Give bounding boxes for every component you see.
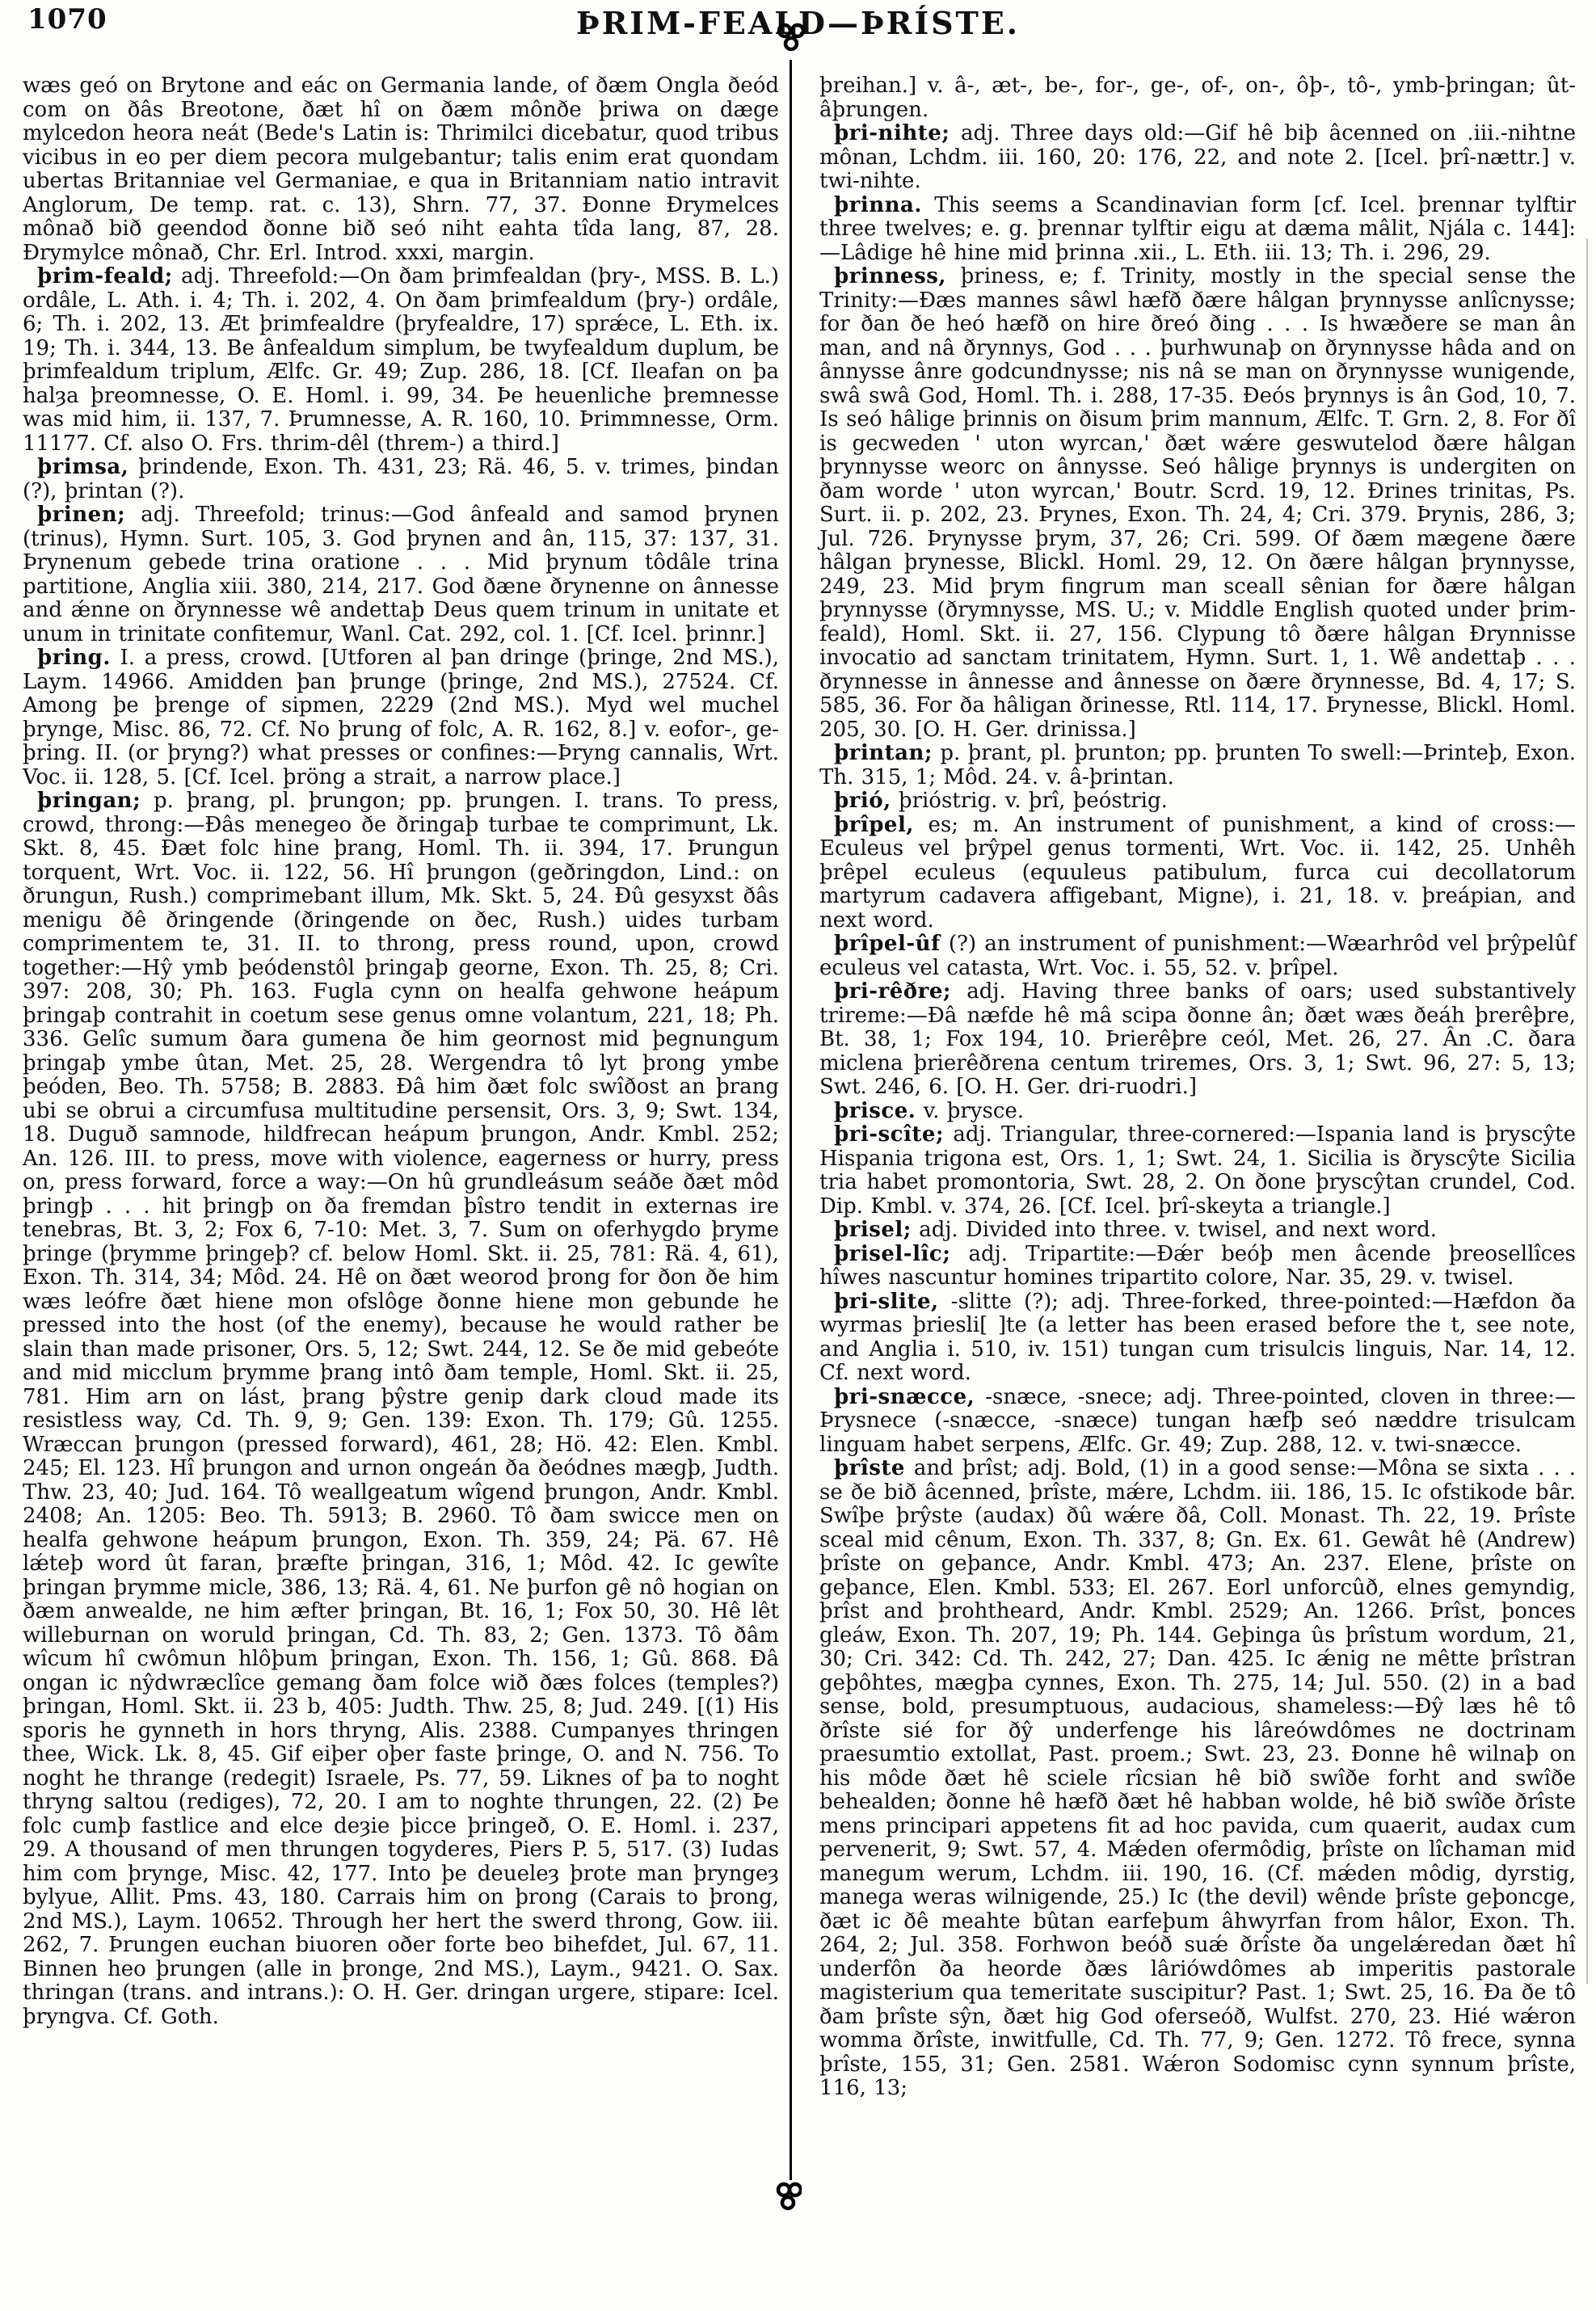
headword: þring. xyxy=(37,646,111,670)
entry-text: adj. Having three banks of oars; used substantively trireme:—Ðâ næfde hê mâ scipa ðonne ân; ðæt wæs ðeáh þrerêþre, Bt. 38, 1; Fox 194, 10. Þrierêþre ceól, Met. 26, 27. Ân .C. ðara miclena þrierêðrena centum triremes, Ors. 3, 1; Swt. 96, 27: 5, 13; Swt. 246, 6. [O. H. Ger. dri-ruodri.] xyxy=(819,979,1577,1099)
dictionary-entry xyxy=(819,1243,1576,1290)
headword: þrîpel-ûf xyxy=(834,932,941,956)
headword: þrinen; xyxy=(37,503,126,527)
entry-text: adj. Three days old:—Gif hê biþ âcenned on .iii.-nihtne mônan, Lchdm. iii. 160, 20: 176, 22, and note 2. [Icel. þrî-nættr.] v. twi-nihte. xyxy=(819,121,1576,193)
dictionary-entry xyxy=(819,789,1576,814)
headword: þri-scîte; xyxy=(834,1122,945,1147)
entry-text: I. a press, crowd. [Utforen al þan dringe (þringe, 2nd MS.), Laym. 14966. Amidden þan þrunge (þringe, 2nd MS.), 27524. Cf. Among þe þrenge of sipmen, 2229 (2nd MS.). Myd wel muchel þrynge, Misc. 86, 72. Cf. No þrung of folc, A. R. 162, 8.] v. eofor-, ge-þring. II. (or þryng?) what presses or confines:—Þryng cannalis, Wrt. Voc. ii. 128, 5. [Cf. Icel. þröng a strait, a narrow place.] xyxy=(23,646,780,789)
entry-text: þreihan.] v. â-, æt-, be-, for-, ge-, of-, on-, ôþ-, tô-, ymb-þringan; ût-âþrungen. xyxy=(819,74,1576,122)
headword: þrîste xyxy=(834,1456,905,1480)
headword: þrisel-lîc; xyxy=(834,1241,951,1266)
dictionary-entry xyxy=(819,1219,1576,1243)
entry-text: þriness, e; f. Trinity, mostly in the special sense the Trinity:—Ðæs mannes sâwl hæfð ðære hâlgan þrynnysse anlîcnysse; for ðan ðe heó hæfð on hire ðreó ðing . . . Is hwæðere se man ân man, and nâ ðrynnys, God . . . þurhwunaþ on ðrynnysse hâda and on ânnysse ânre godcundnysse; nis nâ se man on ðrynnysse wunigende, swâ swâ God, Homl. Th. i. 288, 17-35. Ðeós þrynnys is ân God, 10, 7. Is seó hâlige þrinnis on ðisum þrim mannum, Ælfc. T. Grn. 2, 8. For ðî is gecweden ' uton wyrcan,' ðæt wǽre geswutelod ðære hâlgan þrynnysse weorc on ânnysse. Seó hâlige þrynnys is undergiten on ðam worde ' uton wyrcan,' Boutr. Scrd. 19, 12. Ðrines trinitas, Ps. Surt. ii. p. 202, 23. Þrynes, Exon. Th. 24, 4; Cri. 379. Þrynis, 286, 3; Jul. 726. Þrynysse þrym, 37, 26; Cri. 599. Of ðæm mægene ðære hâlgan þrynesse, Blickl. Homl. 29, 12. On ðære hâlgan þrynnysse, 249, 23. Mid þrym fingrum man sceall sênian for ðære hâlgan þrynnysse (ðrymnysse, MS. U.; v. Middle English quoted under þrim-feald), Homl. Skt. ii. 27, 156. Clypung tô ðære hâlgan Ðrynnisse invocatio ad sanctam trinitatem, Hymn. Surt. 1, 1. Wê andettaþ . . . ðrynnesse in ânnesse and ânnesse on ðære ðrynnesse, Bd. 4, 17; S. 585, 36. For ða hâligan ðrinesse, Rtl. 114, 17. Þrynesse, Blickl. Homl. 205, 30. [O. H. Ger. drinissa.] xyxy=(819,264,1576,742)
entry-text: es; m. An instrument of punishment, a kind of cross:—Eculeus vel þrŷpel genus tormenti, Wrt. Voc. ii. 142, 25. Unhêh þrêpel eculeus (equuleus patibulum, furca cui decollatorum martyrum cadavera affigebant, Migne), i. 21, 18. v. þreápian, and next word. xyxy=(819,812,1577,932)
entry-text: þrindende, Exon. Th. 431, 23; Rä. 46, 5. v. trimes, þindan (?), þrintan (?). xyxy=(23,455,780,503)
dictionary-entry xyxy=(819,1123,1576,1219)
dictionary-entry xyxy=(23,789,779,2029)
dictionary-entry xyxy=(23,646,779,789)
headword: þrimsa, xyxy=(37,455,129,479)
entry-text: p. þrant, pl. þrunton; pp. þrunten To swell:—Þrinteþ, Exon. Th. 315, 1; Môd. 24. v. â-þrintan. xyxy=(819,741,1576,789)
entry-text: þrióstrig. v. þrî, þeóstrig. xyxy=(898,789,1168,813)
dictionary-entry xyxy=(819,74,1576,122)
entry-text: This seems a Scandinavian form [cf. Icel. þrennar tylftir three twelves; e. g. þrennar tylftir eigu at dæma mâlit, Njála c. 144]:—Lâdige hê hine mid þrinna .xii., L. Eth. iii. 13; Th. i. 296, 29. xyxy=(819,192,1576,265)
dictionary-entry xyxy=(23,456,779,503)
entry-text: (?) an instrument of punishment:—Wæarhrôd vel þrŷpelûf eculeus vel catasta, Wrt. Voc. i. 55, 52. v. þrîpel. xyxy=(819,932,1576,980)
headword: þringan; xyxy=(37,789,141,813)
dictionary-entry xyxy=(819,1290,1576,1386)
entry-text: wæs geó on Brytone and eác on Germania lande, of ðæm Ongla ðeód com on ðâs Breotone, ðæt hî on ðæm mônðe þriwa on dæge mylcedon heora neát (Bede's Latin is: Thrimilci dicebatur, quod tribus vicibus in eo per diem pecora mulgebantur; talis enim erat quondam ubertas Britanniae vel Germaniae, e qua in Britanniam natio intravit Anglorum, De temp. rat. c. 13), Shrn. 77, 37. Ðonne Ðrymelces mônað bið geendod ðonne bið seó niht eahta tîda lang, 87, 28. Ðrymylce mônað, Chr. Erl. Introd. xxxi, margin. xyxy=(23,74,779,265)
headword: þrió, xyxy=(834,789,891,813)
entry-text: and þrîst; adj. Bold, (1) in a good sense:—Môna se sixta . . . se ðe bið âcenned, þrîste, mǽre, Lchdm. iii. 186, 15. Ic ofstikode bâr. Swîþe þrŷste (audax) ðû wǽre ðâ, Coll. Monast. Th. 22, 19. Þrîste sceal mid cênum, Exon. Th. 337, 8; Gn. Ex. 61. Gewât hê (Andrew) þrîste on geþance, Andr. Kmbl. 473; An. 237. Elene, þrîste on geþance, Elen. Kmbl. 533; El. 267. Eorl unforcûð, elnes gemyndig, þrîst and þrohtheard, Andr. Kmbl. 2529; An. 1266. Þrîst, þonces gleáw, Exon. Th. 207, 19; Ph. 144. Geþinga ûs þrîstum wordum, 21, 30; Cri. 342: Cd. Th. 242, 27; Dan. 425. Ic ǽnig ne mêtte þrîstran geþôhtes, mægþa cynnes, Exon. Th. 275, 14; Jul. 550. (2) in a bad sense, bold, presumptuous, audacious, shameless:—Ðŷ læs hê tô ðrîste sié for ðŷ underfenge his lâreówdômes ne doctrinam praesumtio extollat, Past. proem.; Swt. 23, 23. Ðonne hê wilnaþ on his môde ðæt hê sciele rîcsian hê bið swîðe forht and swîðe behealden; ðonne hê hæfð ðæt hê habban wolde, hê bið swîðe ðrîste mens principari appetens fit ad hoc pavida, cum quaerit, audax cum pervenerit, 9; Swt. 57, 4. Mǽden ofermôdig, þrîste on lîchaman mid manegum werum, Lchdm. iii. 190, 16. (Cf. mǽden môdig, dyrstig, manega weras wilnigende, 25.) Ic (the devil) wênde þrîste geþoncge, ðæt ic ðê meahte bûtan earfeþum âhwyrfan from hâlor, Exon. Th. 264, 2; Jul. 358. Forhwon beóð suǽ ðrîste ða ungelǽredan ðæt hî underfôn ða heorde ðæs lâriówdômes ab imperitis pastorale magisterium qua temeritate suscipitur? Past. 1; Swt. 25, 16. Ða ðe tô ðam þrîste sŷn, ðæt hig God oferseóð, Wulfst. 270, 23. Hié wǽron womma ðrîste, inwitfulle, Cd. Th. 77, 9; Gen. 1272. Tô frece, synna þrîste, 155, 31; Gen. 2581. Wǽron Sodomisc cynn synnum þrîste, 116, 13; xyxy=(819,1456,1576,2100)
headword: þrisel; xyxy=(834,1218,912,1242)
entry-text: -slitte (?); adj. Three-forked, three-pointed:—Hæfdon ða wyrmas þriesli[ ]te (a letter has been erased before the t, see note, and Anglia i. 510, iv. 151) tungan cum trisulcis linguis, Nar. 14, 12. Cf. next word. xyxy=(819,1289,1577,1385)
dictionary-entry xyxy=(819,932,1576,980)
dictionary-entry xyxy=(819,122,1576,194)
headword: þrisce. xyxy=(834,1098,916,1123)
dictionary-entry xyxy=(819,1100,1576,1124)
scan-edge-line xyxy=(1586,238,1588,1984)
dictionary-entry xyxy=(819,742,1576,789)
headword: þri-slite, xyxy=(834,1289,939,1314)
headword: þri-snæcce, xyxy=(834,1384,975,1409)
headword: þri-nihte; xyxy=(834,121,950,145)
entry-text: v. þrysce. xyxy=(923,1098,1025,1123)
headword: þri-rêðre; xyxy=(834,979,951,1004)
entry-text: -snæce, -snece; adj. Three-pointed, cloven in three:—Þrysnece (-snæcce, -snæce) tungan hæfþ seó næddre trisulcam linguam habet serpens, Ælfc. Gr. 49; Zup. 288, 12. v. twi-snæcce. xyxy=(819,1384,1576,1457)
dictionary-entry xyxy=(819,1457,1576,2101)
dictionary-entry xyxy=(23,503,779,646)
dictionary-entry xyxy=(819,1386,1576,1458)
dictionary-entry xyxy=(819,814,1576,933)
entry-text: adj. Divided into three. v. twisel, and next word. xyxy=(919,1218,1438,1242)
headword: þrim-feald; xyxy=(37,264,173,288)
headword: þrîpel, xyxy=(834,812,914,837)
headword: þrintan; xyxy=(834,741,933,765)
left-column xyxy=(23,74,779,2101)
dictionary-entry xyxy=(819,194,1576,266)
entry-text: adj. Threefold; trinus:—God ânfeald and samod þrynen (trinus), Hymn. Surt. 105, 3. God þrynen and ân, 115, 37: 137, 31. Þrynenum gebede trina oratione . . . Mid þrynum tôdâle trina partitione, Anglia xiii. 380, 214, 217. God ðæne ðrynenne on ânnesse and ǽnne on ðrynnesse wê andettaþ Deus quem trinum in unitate et unum in trinitate confitemur, Wanl. Cat. 292, col. 1. [Cf. Icel. þrinnr.] xyxy=(23,503,780,646)
headword: þrinness, xyxy=(834,264,946,288)
dictionary-entry xyxy=(819,265,1576,742)
entry-text: adj. Tripartite:—Ðǽr beóþ men âcende þreosellîces hîwes nascuntur homines tripartito colore, Nar. 35, 29. v. twisel. xyxy=(819,1241,1576,1290)
entry-text: adj. Triangular, three-cornered:—Ispania land is þryscŷte Hispania trigona est, Ors. 1, 1; Swt. 24, 1. Sicilia is ðryscŷte Sicilia tria habet promontoria, Swt. 28, 2. On ðone þryscŷtan crundel, Cod. Dip. Kmbl. v. 374, 26. [Cf. Icel. þrî-skeyta a triangle.] xyxy=(819,1122,1577,1219)
trefoil-ornament-icon xyxy=(773,19,808,58)
dictionary-entry xyxy=(23,74,779,265)
right-column xyxy=(819,74,1576,2101)
dictionary-entry xyxy=(23,265,779,456)
headword: þrinna. xyxy=(834,192,922,217)
page-number: 1070 xyxy=(27,3,107,36)
page-heading: ÞRIM-FEALD—ÞRÍSTE. xyxy=(575,5,1021,41)
trefoil-ornament-icon xyxy=(766,2180,802,2219)
entry-text: adj. Threefold:—On ðam þrimfealdan (þry-, MSS. B. L.) ordâle, L. Ath. i. 4; Th. i. 202, 4. On ðam þrimfealdum (þry-) ordâle, 6; Th. i. 202, 13. Æt þrimfealdre (þryfealdre, 17) sprǽce, L. Eth. ix. 19; Th. i. 344, 13. Be ânfealdum simplum, be twyfealdum duplum, be þrimfealdum triplum, Ælfc. Gr. 49; Zup. 286, 18. [Cf. Ileafan on þa halȝa þreomnesse, O. E. Homl. i. 99, 34. Þe heuenliche þremnesse was mid him, ii. 137, 7. Þrumnesse, A. R. 160, 10. Þrimmnesse, Orm. 11177. Cf. also O. Frs. thrim-dêl (threm-) a third.] xyxy=(23,264,780,456)
dictionary-entry xyxy=(819,980,1576,1100)
text-columns xyxy=(23,74,1576,2101)
entry-text: p. þrang, pl. þrungon; pp. þrungen. I. trans. To press, crowd, throng:—Ðâs menegeo ðe ðringaþ turbae te comprimunt, Lk. Skt. 8, 45. Ðæt folc hine þrang, Homl. Th. ii. 394, 17. Þrungun torquent, Wrt. Voc. ii. 122, 56. Hî þrungon (geðringdon, Lind.: on ðrungun, Rush.) comprimebant illum, Mk. Skt. 5, 24. Ðû gesyxst ðâs menigu ðê ðringende (ðringende on ðec, Rush.) uides turbam comprimentem te, 31. II. to throng, press round, upon, crowd together:—Hŷ ymb þeódenstôl þringaþ georne, Exon. Th. 25, 8; Cri. 397: 208, 30; Ph. 163. Fugla cynn on healfa gehwone heápum þringaþ contrahit in coetum sese genus omne volantum, 221, 18; Ph. 336. Gelîc sumum ðara gumena ðe him geornost mid þegnungum þringaþ ymbe ûtan, Met. 25, 28. Wergendra tô lyt þrong ymbe þeóden, Beo. Th. 5758; B. 2883. Ðâ him ðæt folc swîðost an þrang ubi se obrui a circumfusa multitudine persensit, Ors. 3, 9; Swt. 134, 18. Duguð samnode, hildfrecan heápum þrungon, Andr. Kmbl. 252; An. 126. III. to press, move with violence, eagerness or hurry, press on, press forward, force a way:—On hû grundleásum seáðe ðæt môd þringþ . . . hit þringþ on ða fremdan þîstro tendit in externas ire tenebras, Bt. 3, 2; Fox 6, 7-10: Met. 3, 7. Sum on oferhygdo þryme þringe (þrymme þringeþ? cf. below Homl. Skt. ii. 25, 781: Rä. 4, 61), Exon. Th. 314, 34; Môd. 24. Hê on ðæt weorod þrong for ðon ðe him wæs leófre ðæt hiene mon ofslôge ðonne hiene mon gebunde he pressed into the host (of the enemy), because he would rather be slain than made prisoner, Ors. 5, 12; Swt. 244, 12. Se ðe mid gebeóte and mid micclum þrymme þrang intô ðam temple, Homl. Skt. ii. 25, 781. Him arn on lást, þrang þŷstre genip dark cloud made its resistless way, Cd. Th. 9, 9; Gen. 139: Exon. Th. 179; Gû. 1255. Wræccan þrungon (pressed forward), 461, 28; Hö. 42: Elen. Kmbl. 245; El. 123. Hî þrungon and urnon ongeán ða ðeódnes mægþ, Judth. Thw. 23, 40; Jud. 164. Tô weallgeatum wîgend þrungon, Andr. Kmbl. 2408; An. 1205: Beo. Th. 5913; B. 2960. Tô ðam swicce men on healfa gehwone heápum þrungon, Exon. Th. 359, 24; Pä. 67. Hê lǽteþ word ût faran, þræfte þringan, 316, 1; Môd. 42. Ic gewîte þringan þrymme micle, 386, 13; Rä. 4, 61. Ne þurfon gê nô hogian on ðæm anwealde, ne him æfter þringan, Bt. 16, 1; Fox 50, 30. Hê lêt willeburnan on woruld þringan, Cd. Th. 83, 2; Gen. 1373. Tô ðâm wîcum hî cwômun hlôþum þringan, Exon. Th. 156, 1; Gû. 868. Ðâ ongan ic nŷdwræclîce gemang ðam folce wið ðæs folces (temples?) þringan, Homl. Skt. ii. 23 b, 405: Judth. Thw. 25, 8; Jud. 249. [(1) His sporis he gynneth in hors thryng, Alis. 2388. Cumpanyes thringen thee, Wick. Lk. 8, 45. Gif eiþer oþer faste þringe, O. and N. 756. To noght he thrange (redegit) Israele, Ps. 77, 59. Liknes of þa to noght thryng saltou (rediges), 72, 20. I am to noghte thrungen, 22. (2) Þe folc cumþ fastlice and elce deȝie þicce þringeð, O. E. Homl. i. 237, 29. A thousand of men thrungen togyderes, Piers P. 5, 517. (3) Iudas him com þrynge, Misc. 42, 177. Into þe deueleȝ þrote man þryngeȝ bylyue, Allit. Pms. 43, 180. Carrais him on þrong (Carais to þrong, 2nd MS.), Laym. 10652. Through her hert the swerd throng, Gow. iii. 262, 7. Þrungen euchan biuoren oðer forte beo bihefdet, Jul. 67, 11. Binnen heo þrungen (alle in þronge, 2nd MS.), Laym., 9421. O. Sax. thringan (trans. and intrans.): O. H. Ger. dringan urgere, stipare: Icel. þryngva. Cf. Goth. xyxy=(23,789,779,2029)
